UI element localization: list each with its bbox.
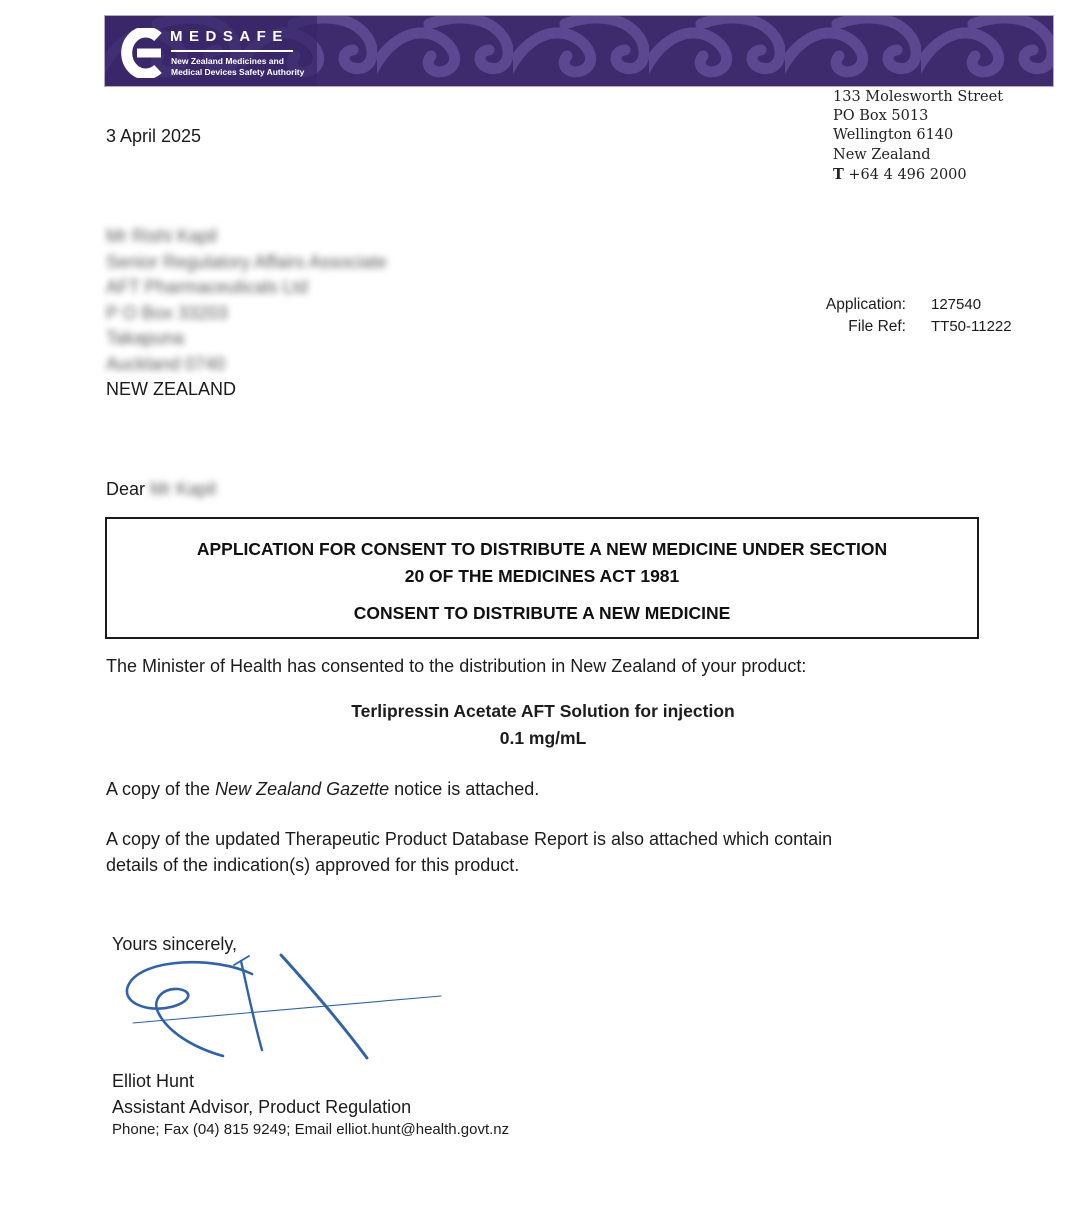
sender-address-line: PO Box 5013 bbox=[833, 108, 929, 125]
recipient-country: NEW ZEALAND bbox=[106, 379, 237, 399]
handwritten-signature bbox=[115, 952, 447, 1067]
sender-address-line: Wellington 6140 bbox=[833, 127, 954, 144]
application-row bbox=[806, 294, 1051, 316]
gazette-title: New Zealand Gazette bbox=[215, 779, 390, 799]
medsafe-banner bbox=[105, 16, 1053, 86]
letter-date: 3 April 2025 bbox=[106, 126, 202, 146]
subject-line-2: 20 OF THE MEDICINES ACT 1981 bbox=[404, 566, 680, 586]
salutation-name-redacted: Mr Kapil bbox=[150, 479, 217, 499]
signatory-title: Assistant Advisor, Product Regulation bbox=[112, 1097, 412, 1117]
valediction: Yours sincerely, bbox=[112, 934, 238, 954]
signatory-name: Elliot Hunt bbox=[112, 1071, 195, 1091]
sender-address-line: New Zealand bbox=[833, 146, 931, 163]
reference-block bbox=[806, 294, 1051, 338]
tpdr-paragraph bbox=[106, 827, 832, 878]
recipient-redacted-line: AFT Pharmaceuticals Ltd bbox=[106, 277, 308, 297]
logo-subtitle-line2: Medical Devices Safety Authority bbox=[171, 67, 305, 77]
subject-line-3: CONSENT TO DISTRIBUTE A NEW MEDICINE bbox=[353, 603, 731, 623]
recipient-redacted-line: Mr Rishi Kapil bbox=[106, 226, 218, 246]
gazette-pre: A copy of the bbox=[106, 779, 216, 799]
gazette-paragraph bbox=[106, 777, 539, 803]
phone-label: T bbox=[833, 165, 844, 183]
product-block bbox=[106, 698, 980, 752]
medsafe-logo-icon bbox=[117, 28, 163, 78]
sender-address-line: 133 Molesworth Street bbox=[833, 89, 1004, 105]
tpdr-line-2: details of the indication(s) approved for this product. bbox=[106, 854, 520, 875]
file-ref-row bbox=[806, 316, 1051, 338]
recipient-address bbox=[106, 224, 387, 403]
salutation-prefix: Dear bbox=[106, 479, 151, 499]
gazette-post: notice is attached. bbox=[389, 779, 540, 799]
subject-line-1: APPLICATION FOR CONSENT TO DISTRIBUTE A NEW MEDICINE UNDER SECTION bbox=[196, 539, 888, 559]
recipient-redacted-line: Senior Regulatory Affairs Associate bbox=[106, 251, 387, 272]
logo-divider bbox=[171, 50, 293, 52]
logo-subtitle bbox=[171, 56, 304, 78]
recipient-redacted-line: P O Box 33203 bbox=[106, 302, 228, 323]
application-value: 127540 bbox=[931, 296, 982, 313]
file-ref-value: TT50-11222 bbox=[931, 318, 1012, 335]
subject-box bbox=[105, 517, 979, 639]
signatory-block bbox=[112, 1068, 411, 1120]
recipient-redacted-line: Takapuna bbox=[106, 328, 185, 348]
logo-wordmark: MEDSAFE bbox=[170, 28, 289, 45]
logo-subtitle-line1: New Zealand Medicines and bbox=[171, 56, 284, 66]
sender-address bbox=[833, 88, 1003, 185]
tpdr-line-1: A copy of the updated Therapeutic Product Database Report is also attached which contain bbox=[106, 829, 833, 849]
product-strength: 0.1 mg/mL bbox=[499, 728, 587, 748]
signatory-contact: Phone; Fax (04) 815 9249; Email elliot.hunt@health.govt.nz bbox=[112, 1121, 510, 1138]
application-label: Application: bbox=[825, 296, 906, 313]
recipient-redacted-line: Auckland 0740 bbox=[106, 353, 226, 374]
sender-phone bbox=[833, 165, 1003, 185]
phone-value: +64 4 496 2000 bbox=[848, 166, 967, 183]
consent-paragraph: The Minister of Health has consented to the distribution in New Zealand of your product: bbox=[106, 656, 807, 676]
salutation bbox=[106, 479, 216, 500]
product-name: Terlipressin Acetate AFT Solution for injection bbox=[351, 701, 735, 721]
file-ref-label: File Ref: bbox=[848, 318, 906, 335]
